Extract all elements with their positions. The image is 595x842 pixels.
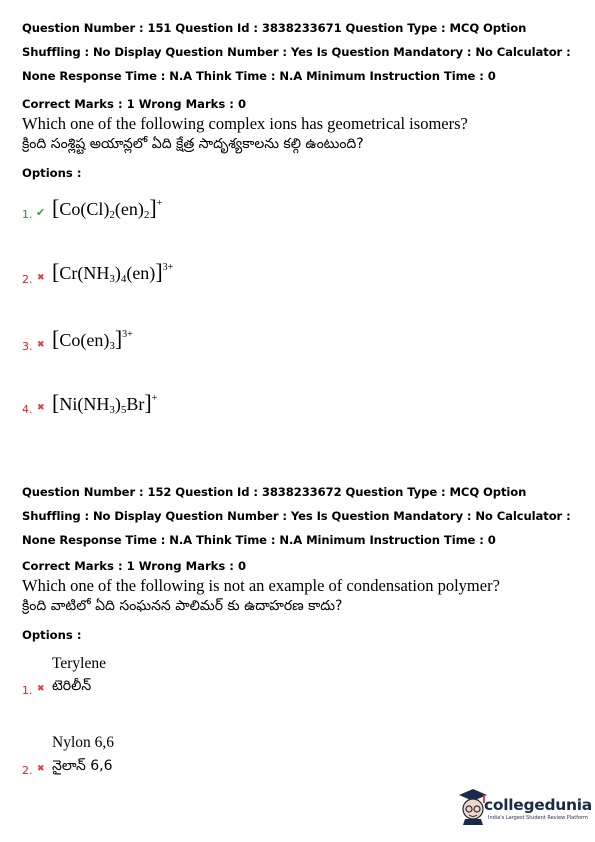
wrong-cross-icon: ✖ [37, 403, 45, 413]
option-number: 1. [22, 684, 33, 697]
question-152-meta: Question Number : 152 Question Id : 3838233672 Question Type : MCQ Option Shuffling : No Display Question Number : Yes Is Question Mandatory : No Calculator : None Response Time : N.A Think Time : N.A Minimum Instruction Time : 0 [22, 485, 571, 547]
option-formula[interactable]: $[Co(Cl)_2(en)_2]^+$ [52, 195, 163, 221]
question-151-marks: Correct Marks : 1 Wrong Marks : 0 [22, 97, 247, 111]
option-text-te: నైలాన్ 6,6 [52, 758, 113, 774]
wrong-cross-icon: ✖ [37, 764, 45, 774]
question-152-marks: Correct Marks : 1 Wrong Marks : 0 [22, 559, 247, 573]
option-number: 2. [22, 273, 33, 286]
question-151-options-label: Options : [22, 166, 82, 180]
option-number: 1. [22, 208, 33, 221]
correct-check-icon: ✔ [36, 206, 46, 219]
wrong-cross-icon: ✖ [37, 340, 45, 350]
option-text-te: టెరిలీన్ [52, 678, 92, 694]
wrong-cross-icon: ✖ [37, 273, 45, 283]
option-formula[interactable]: $[Ni(NH_3)_5Br]^+$ [52, 390, 158, 416]
wrong-cross-icon: ✖ [37, 684, 45, 694]
option-number: 4. [22, 403, 33, 416]
option-text-en[interactable]: Terylene [52, 655, 106, 672]
question-151-meta: Question Number : 151 Question Id : 3838233671 Question Type : MCQ Option Shuffling : No Display Question Number : Yes Is Question Mandatory : No Calculator : None Response Time : N.A Think Time : N.A Minimum Instruction Time : 0 [22, 21, 571, 83]
option-formula[interactable]: $[Co(en)_3]^{3+}$ [52, 326, 133, 352]
question-152-text-te: క్రింది వాటిలో ఏది సంఘనన పాలిమర్ కు ఉదాహరణ కాదు? [22, 598, 343, 614]
option-number: 2. [22, 764, 33, 777]
brand-tagline: India's Largest Student Review Platform [488, 815, 588, 821]
option-number: 3. [22, 340, 33, 353]
question-151-text-en: Which one of the following complex ions has geometrical isomers? [22, 114, 468, 133]
question-151-text-te: క్రింది సంశ్లిష్ట అయాన్లలో ఏది క్షేత్ర సాదృశ్యకాలను కల్గి ఉంటుంది? [22, 136, 364, 152]
brand-logo-text: collegedunia [484, 796, 592, 814]
option-text-en[interactable]: Nylon 6,6 [52, 734, 114, 751]
question-152-options-label: Options : [22, 628, 82, 642]
option-formula[interactable]: $[Cr(NH_3)_4(en)]^{3+}$ [52, 259, 174, 285]
question-152-text-en: Which one of the following is not an example of condensation polymer? [22, 576, 500, 595]
